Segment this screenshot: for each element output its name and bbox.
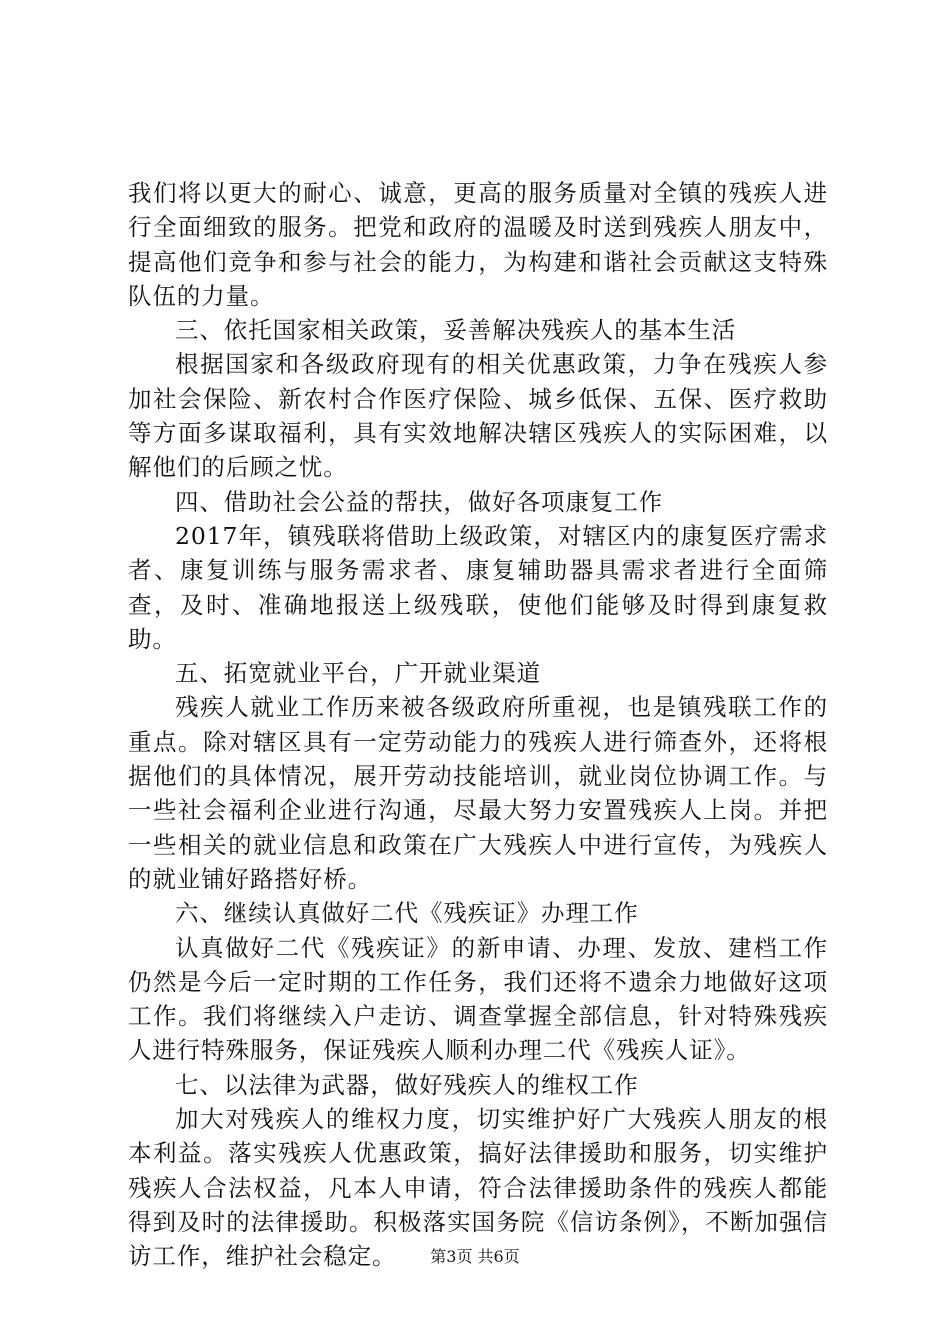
section-heading-3: 三、依托国家相关政策，妥善解决残疾人的基本生活 [175,316,737,345]
section-heading-4: 四、借助社会公益的帮扶，做好各项康复工作 [175,487,663,516]
page-number-footer: 第3页 共6页 [430,1247,520,1266]
section-heading-5: 五、拓宽就业平台，广开就业渠道 [175,659,541,688]
section-heading-7: 七、以法律为武器，做好残疾人的维权工作 [175,1070,639,1099]
document-body [128,176,828,1274]
section-body-7: 加大对残疾人的维权力度，切实维护好广大残疾人朋友的根本利益。落实残疾人优惠政策，搞好法律援助和服务，切实维护残疾人合法权益，凡本人申请，符合法律援助条件的残疾人都能得到及时的法律援助。积极落实国务院《信访条例》，不断加强信访工作，维护社会稳定。 [128,1105,828,1271]
section-body-4: 2017年，镇残联将借助上级政策，对辖区内的康复医疗需求者、康复训练与服务需求者、康复辅助器具需求者进行全面筛查，及时、准确地报送上级残联，使他们能够及时得到康复救助。 [128,521,828,653]
section-body-6: 认真做好二代《残疾证》的新申请、办理、发放、建档工作仍然是今后一定时期的工作任务，我们还将不遗余力地做好这项工作。我们将继续入户走访、调查掌握全部信息，针对特殊残疾人进行特殊服务，保证残疾人顺利办理二代《残疾人证》。 [128,933,828,1065]
section-heading-6: 六、继续认真做好二代《残疾证》办理工作 [175,899,639,928]
section-body-3: 根据国家和各级政府现有的相关优惠政策，力争在残疾人参加社会保险、新农村合作医疗保险、城乡低保、五保、医疗救助等方面多谋取福利，具有实效地解决辖区残疾人的实际困难，以解他们的后顾之忧。 [128,350,828,482]
intro-paragraph: 我们将以更大的耐心、诚意，更高的服务质量对全镇的残疾人进行全面细致的服务。把党和政府的温暖及时送到残疾人朋友中，提高他们竞争和参与社会的能力，为构建和谐社会贡献这支特殊队伍的力量。 [128,179,828,310]
section-body-5: 残疾人就业工作历来被各级政府所重视，也是镇残联工作的重点。除对辖区具有一定劳动能力的残疾人进行筛查外，还将根据他们的具体情况，展开劳动技能培训，就业岗位协调工作。与一些社会福利企业进行沟通，尽最大努力安置残疾人上岗。并把一些相关的就业信息和政策在广大残疾人中进行宣传，为残疾人的就业铺好路搭好桥。 [128,693,828,893]
